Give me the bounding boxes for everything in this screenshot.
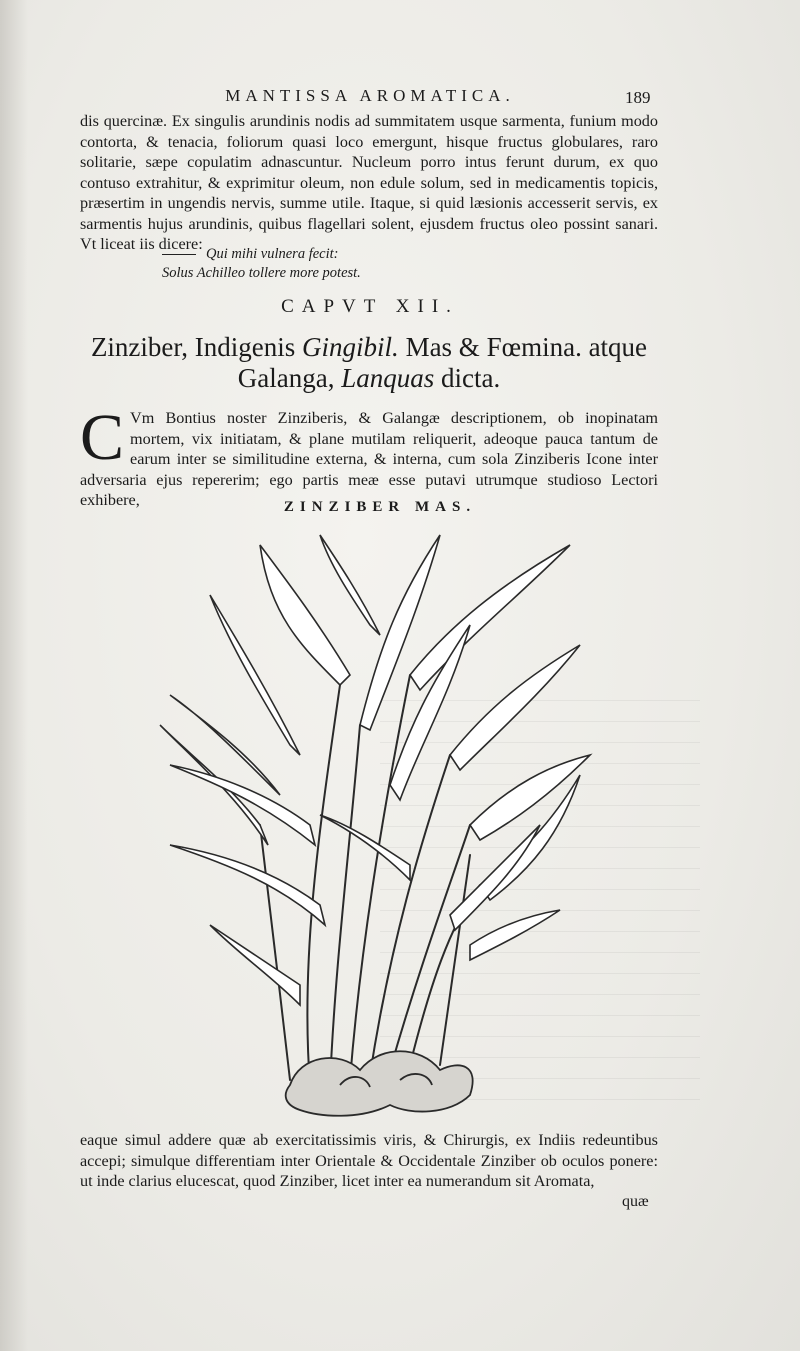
running-head: MANTISSA AROMATICA.	[225, 86, 515, 105]
chapter-heading: CAPVT XII.	[281, 296, 459, 317]
ginger-plant-illustration	[150, 525, 600, 1125]
top-paragraph: dis quercinæ. Ex singulis arundinis nodis ad summitatem usque sarmenta, funium modo contorta, & tenacia, foliorum quasi loco emergunt, hisque fructus globulares, raro solitarie, sæpe copulatim adnascuntur. Nucleum porro intus ferunt durum, ex quo contuso extrahitur, & exprimitur oleum, non edule solum, sed in medicamentis topicis, præsertim in ungendis nervis, summe utile. Itaque, si quid læsionis accesserit servis, ex sarmentis hujus arundinis, quibus flagellari solent, ejusdem fructus oleo possint sanari. Vt liceat iis dicere:	[80, 112, 658, 253]
figure-caption: ZINZIBER MAS.	[283, 499, 477, 515]
verse-quote	[162, 245, 361, 283]
ginger-plant-woodcut-icon	[150, 525, 600, 1125]
chapter-title: Zinziber, Indigenis Gingibil. Mas & Fœmina. atque Galanga, Lanquas dicta.	[90, 332, 648, 393]
verse-line-1: Qui mihi vulnera fecit:	[162, 245, 361, 264]
catchword: quæ	[622, 1193, 649, 1210]
bottom-paragraph: eaque simul addere quæ ab exercitatissimis viris, & Chirurgis, ex Indiis redeuntibus accepi; simulque differentiam inter Orientale & Occidentale Zinziber ob oculos ponere: ut inde clarius elucescat, quod Zinziber, licet inter ea numerandum sit Aromata,	[80, 1131, 658, 1190]
page-number: 189	[625, 88, 651, 107]
drop-cap: C	[80, 401, 125, 474]
body-paragraph: C Vm Bontius noster Zinziberis, & Galangæ descriptionem, ob inopinatam mortem, vix initiatam, & plane mutilam reliquerit, adeoque pauca tantum de earum inter se similitudine externa, & interna, cum sola Zinziberis Icone inter adversaria ejus repererim; ego partis meæ esse putavi utrumque studioso Lectori exhibere,	[80, 401, 658, 509]
verse-line-2: Solus Achilleo tollere more potest.	[162, 265, 361, 281]
gutter-shadow	[0, 0, 28, 1351]
verse-dash	[162, 254, 196, 255]
